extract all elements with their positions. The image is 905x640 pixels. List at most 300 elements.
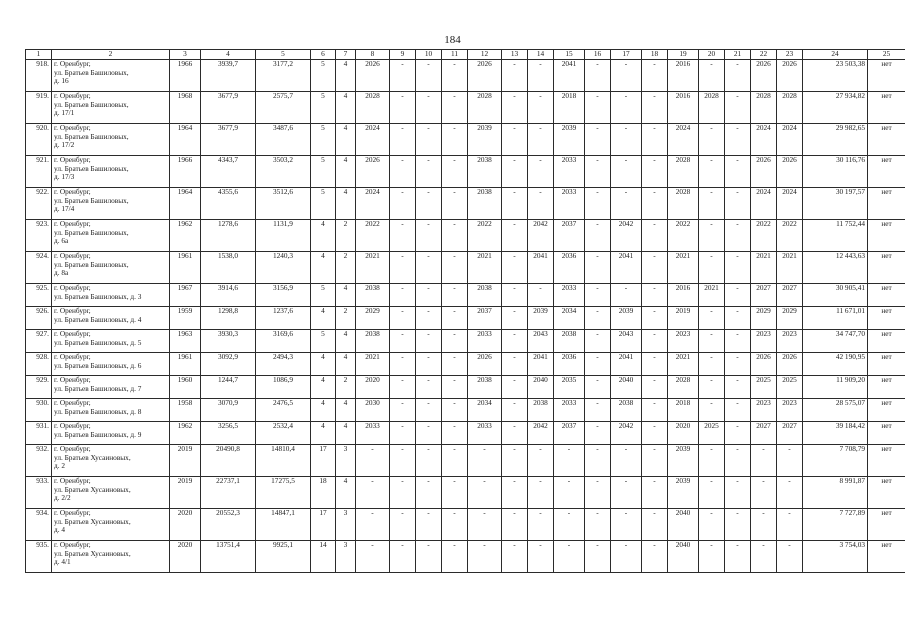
cell-col-23: 2027: [777, 422, 803, 445]
address-line: д. 17/2: [54, 140, 75, 150]
cell-col-7: 4: [336, 353, 356, 376]
cell-col-19: 2016: [668, 92, 699, 124]
cell-col-15: 2041: [554, 60, 585, 92]
cell-col-20: 2021: [699, 284, 725, 307]
cell-col-6: 4: [311, 353, 336, 376]
cell-col-15: 2036: [554, 252, 585, 284]
address-line: д. 4: [54, 525, 66, 535]
address-line: г. Оренбург,: [54, 540, 91, 549]
cell-col-9: -: [390, 541, 416, 573]
cell-col-8: 2028: [356, 92, 390, 124]
cell-col-4: 20552,3: [201, 509, 256, 541]
cell-col-20: -: [699, 477, 725, 509]
address-cell: [52, 124, 170, 156]
cell-col-23: 2029: [777, 307, 803, 330]
cell-col-18: -: [642, 284, 668, 307]
cell-col-17: -: [611, 284, 642, 307]
cell-col-5: 14847,1: [256, 509, 311, 541]
row-number: 927.: [26, 330, 52, 353]
cell-col-24: 42 190,95: [803, 353, 868, 376]
cell-col-12: 2028: [468, 92, 502, 124]
cell-col-12: 2038: [468, 376, 502, 399]
cell-col-7: 4: [336, 156, 356, 188]
cell-col-24: 34 747,70: [803, 330, 868, 353]
cell-col-9: -: [390, 477, 416, 509]
cell-col-14: -: [528, 60, 554, 92]
column-header: 17: [611, 50, 642, 60]
address-line: ул. Братьев Башиловых,: [54, 259, 129, 269]
cell-col-16: -: [585, 353, 611, 376]
cell-col-13: -: [502, 376, 528, 399]
row-number: 930.: [26, 399, 52, 422]
cell-col-7: 4: [336, 330, 356, 353]
cell-col-22: 2026: [751, 353, 777, 376]
cell-col-17: -: [611, 60, 642, 92]
cell-col-13: -: [502, 330, 528, 353]
table-row: [26, 330, 905, 353]
address-line: г. Оренбург,: [54, 283, 91, 292]
cell-col-5: 1086,9: [256, 376, 311, 399]
cell-col-20: -: [699, 445, 725, 477]
cell-col-3: 1960: [170, 376, 201, 399]
cell-col-24: 11 752,44: [803, 220, 868, 252]
address-line: г. Оренбург,: [54, 306, 91, 315]
cell-col-14: 2038: [528, 399, 554, 422]
cell-col-21: -: [725, 509, 751, 541]
cell-col-8: 2038: [356, 284, 390, 307]
cell-col-19: 2018: [668, 399, 699, 422]
cell-col-20: -: [699, 376, 725, 399]
cell-col-5: 3156,9: [256, 284, 311, 307]
table-row: [26, 422, 905, 445]
cell-col-12: 2039: [468, 124, 502, 156]
column-header: 9: [390, 50, 416, 60]
column-header: 19: [668, 50, 699, 60]
cell-col-14: -: [528, 188, 554, 220]
cell-col-11: -: [442, 124, 468, 156]
cell-col-17: 2042: [611, 220, 642, 252]
cell-col-3: 2020: [170, 509, 201, 541]
cell-col-6: 5: [311, 124, 336, 156]
cell-col-21: -: [725, 92, 751, 124]
cell-col-8: -: [356, 509, 390, 541]
address-cell: [52, 92, 170, 124]
table-row: [26, 353, 905, 376]
cell-col-8: 2020: [356, 376, 390, 399]
cell-col-8: -: [356, 541, 390, 573]
cell-col-19: 2028: [668, 376, 699, 399]
cell-col-21: -: [725, 445, 751, 477]
cell-col-7: 3: [336, 509, 356, 541]
cell-col-18: -: [642, 353, 668, 376]
cell-col-6: 4: [311, 252, 336, 284]
cell-col-25: нет: [868, 124, 905, 156]
table-row: [26, 307, 905, 330]
address-cell: [52, 330, 170, 353]
cell-col-18: -: [642, 509, 668, 541]
cell-col-9: -: [390, 156, 416, 188]
cell-col-17: 2039: [611, 307, 642, 330]
address-line: ул. Братьев Хусаиновых,: [54, 516, 131, 526]
cell-col-5: 14810,4: [256, 445, 311, 477]
cell-col-3: 1966: [170, 156, 201, 188]
cell-col-4: 22737,1: [201, 477, 256, 509]
cell-col-4: 13751,4: [201, 541, 256, 573]
cell-col-19: 2024: [668, 124, 699, 156]
column-header: 15: [554, 50, 585, 60]
row-number: 925.: [26, 284, 52, 307]
cell-col-11: -: [442, 252, 468, 284]
cell-col-9: -: [390, 188, 416, 220]
cell-col-12: -: [468, 541, 502, 573]
cell-col-16: -: [585, 220, 611, 252]
cell-col-17: 2041: [611, 353, 642, 376]
cell-col-20: 2028: [699, 92, 725, 124]
address-cell: [52, 399, 170, 422]
cell-col-11: -: [442, 399, 468, 422]
cell-col-9: -: [390, 422, 416, 445]
cell-col-15: 2018: [554, 92, 585, 124]
cell-col-20: -: [699, 509, 725, 541]
cell-col-14: 2039: [528, 307, 554, 330]
address-cell: [52, 284, 170, 307]
cell-col-8: 2021: [356, 252, 390, 284]
cell-col-22: 2027: [751, 422, 777, 445]
cell-col-9: -: [390, 60, 416, 92]
address-cell: [52, 252, 170, 284]
cell-col-19: 2021: [668, 353, 699, 376]
cell-col-25: нет: [868, 307, 905, 330]
table-row: [26, 376, 905, 399]
address-line: д. 4/1: [54, 557, 71, 567]
cell-col-24: 7 708,79: [803, 445, 868, 477]
cell-col-16: -: [585, 124, 611, 156]
row-number: 933.: [26, 477, 52, 509]
address-line: г. Оренбург,: [54, 187, 91, 196]
cell-col-9: -: [390, 509, 416, 541]
cell-col-24: 27 934,82: [803, 92, 868, 124]
cell-col-16: -: [585, 92, 611, 124]
cell-col-25: нет: [868, 252, 905, 284]
cell-col-6: 4: [311, 399, 336, 422]
cell-col-18: -: [642, 307, 668, 330]
cell-col-14: 2043: [528, 330, 554, 353]
cell-col-16: -: [585, 284, 611, 307]
cell-col-4: 3256,5: [201, 422, 256, 445]
cell-col-23: 2026: [777, 60, 803, 92]
address-cell: [52, 422, 170, 445]
cell-col-13: -: [502, 445, 528, 477]
cell-col-19: 2039: [668, 477, 699, 509]
cell-col-20: -: [699, 330, 725, 353]
cell-col-21: -: [725, 307, 751, 330]
cell-col-5: 1131,9: [256, 220, 311, 252]
column-header: 12: [468, 50, 502, 60]
cell-col-14: -: [528, 124, 554, 156]
row-number: 919.: [26, 92, 52, 124]
cell-col-18: -: [642, 252, 668, 284]
cell-col-18: -: [642, 399, 668, 422]
cell-col-16: -: [585, 156, 611, 188]
address-line: г. Оренбург,: [54, 59, 91, 68]
address-cell: [52, 188, 170, 220]
cell-col-22: 2023: [751, 330, 777, 353]
cell-col-6: 5: [311, 330, 336, 353]
cell-col-7: 2: [336, 252, 356, 284]
cell-col-8: 2026: [356, 156, 390, 188]
cell-col-4: 3092,9: [201, 353, 256, 376]
address-line: д. 17/3: [54, 172, 75, 182]
table-row: [26, 124, 905, 156]
cell-col-4: 1278,6: [201, 220, 256, 252]
building-registry-table: [25, 49, 905, 573]
cell-col-12: 2034: [468, 399, 502, 422]
cell-col-21: -: [725, 422, 751, 445]
cell-col-22: 2024: [751, 188, 777, 220]
cell-col-19: 2039: [668, 445, 699, 477]
table-row: [26, 156, 905, 188]
cell-col-25: нет: [868, 188, 905, 220]
cell-col-7: 4: [336, 188, 356, 220]
cell-col-4: 3677,9: [201, 124, 256, 156]
address-line: д. 16: [54, 76, 69, 86]
cell-col-6: 5: [311, 188, 336, 220]
cell-col-5: 3512,6: [256, 188, 311, 220]
cell-col-16: -: [585, 376, 611, 399]
cell-col-12: -: [468, 509, 502, 541]
column-header: 5: [256, 50, 311, 60]
cell-col-20: -: [699, 307, 725, 330]
cell-col-12: 2033: [468, 422, 502, 445]
cell-col-9: -: [390, 252, 416, 284]
cell-col-7: 2: [336, 307, 356, 330]
cell-col-20: -: [699, 541, 725, 573]
cell-col-19: 2028: [668, 156, 699, 188]
cell-col-16: -: [585, 399, 611, 422]
address-line: г. Оренбург,: [54, 329, 91, 338]
cell-col-4: 1298,8: [201, 307, 256, 330]
cell-col-11: -: [442, 220, 468, 252]
row-number: 929.: [26, 376, 52, 399]
cell-col-10: -: [416, 330, 442, 353]
cell-col-17: 2040: [611, 376, 642, 399]
cell-col-7: 4: [336, 284, 356, 307]
cell-col-20: -: [699, 399, 725, 422]
cell-col-7: 3: [336, 541, 356, 573]
cell-col-10: -: [416, 307, 442, 330]
cell-col-15: 2033: [554, 188, 585, 220]
cell-col-15: 2033: [554, 284, 585, 307]
cell-col-22: -: [751, 445, 777, 477]
cell-col-16: -: [585, 445, 611, 477]
address-line: д. 8а: [54, 268, 69, 278]
cell-col-19: 2019: [668, 307, 699, 330]
cell-col-4: 3914,6: [201, 284, 256, 307]
cell-col-10: -: [416, 284, 442, 307]
cell-col-16: -: [585, 541, 611, 573]
cell-col-6: 4: [311, 422, 336, 445]
cell-col-3: 2019: [170, 445, 201, 477]
cell-col-16: -: [585, 188, 611, 220]
cell-col-11: -: [442, 330, 468, 353]
cell-col-17: 2041: [611, 252, 642, 284]
cell-col-20: -: [699, 188, 725, 220]
cell-col-12: 2026: [468, 60, 502, 92]
address-line: ул. Братьев Башиловых,: [54, 227, 129, 237]
table-row: [26, 477, 905, 509]
cell-col-10: -: [416, 509, 442, 541]
cell-col-20: -: [699, 156, 725, 188]
cell-col-9: -: [390, 307, 416, 330]
cell-col-18: -: [642, 156, 668, 188]
column-header: 21: [725, 50, 751, 60]
table-row: [26, 188, 905, 220]
cell-col-3: 1961: [170, 353, 201, 376]
cell-col-4: 3939,7: [201, 60, 256, 92]
cell-col-6: 5: [311, 156, 336, 188]
cell-col-25: нет: [868, 92, 905, 124]
column-header: 23: [777, 50, 803, 60]
cell-col-4: 1538,0: [201, 252, 256, 284]
cell-col-13: -: [502, 124, 528, 156]
cell-col-10: -: [416, 124, 442, 156]
cell-col-3: 1963: [170, 330, 201, 353]
cell-col-9: -: [390, 376, 416, 399]
cell-col-6: 4: [311, 220, 336, 252]
cell-col-19: 2040: [668, 509, 699, 541]
cell-col-21: -: [725, 477, 751, 509]
cell-col-25: нет: [868, 60, 905, 92]
cell-col-20: -: [699, 353, 725, 376]
cell-col-15: 2033: [554, 399, 585, 422]
cell-col-8: 2038: [356, 330, 390, 353]
cell-col-5: 1240,3: [256, 252, 311, 284]
cell-col-10: -: [416, 422, 442, 445]
address-line: д. 6а: [54, 236, 69, 246]
column-number-header: [26, 50, 905, 60]
cell-col-24: 28 575,07: [803, 399, 868, 422]
cell-col-19: 2016: [668, 60, 699, 92]
table-row: [26, 92, 905, 124]
cell-col-14: -: [528, 445, 554, 477]
cell-col-15: 2036: [554, 353, 585, 376]
cell-col-25: нет: [868, 477, 905, 509]
cell-col-8: 2033: [356, 422, 390, 445]
cell-col-14: -: [528, 477, 554, 509]
cell-col-22: 2023: [751, 399, 777, 422]
table-body: [26, 60, 905, 573]
table-row: [26, 509, 905, 541]
cell-col-10: -: [416, 156, 442, 188]
cell-col-8: 2021: [356, 353, 390, 376]
cell-col-9: -: [390, 399, 416, 422]
cell-col-11: -: [442, 156, 468, 188]
row-number: 932.: [26, 445, 52, 477]
cell-col-5: 2575,7: [256, 92, 311, 124]
cell-col-25: нет: [868, 399, 905, 422]
cell-col-21: -: [725, 353, 751, 376]
table-row: [26, 541, 905, 573]
cell-col-14: 2040: [528, 376, 554, 399]
address-cell: [52, 60, 170, 92]
address-line: ул. Братьев Башиловых, д. 7: [54, 383, 142, 393]
cell-col-11: -: [442, 353, 468, 376]
cell-col-5: 9925,1: [256, 541, 311, 573]
cell-col-15: 2037: [554, 422, 585, 445]
cell-col-18: -: [642, 376, 668, 399]
cell-col-15: -: [554, 477, 585, 509]
address-line: г. Оренбург,: [54, 476, 91, 485]
cell-col-17: 2042: [611, 422, 642, 445]
cell-col-20: -: [699, 252, 725, 284]
cell-col-18: -: [642, 60, 668, 92]
address-line: ул. Братьев Башиловых,: [54, 67, 129, 77]
cell-col-4: 4343,7: [201, 156, 256, 188]
address-line: г. Оренбург,: [54, 375, 91, 384]
address-line: ул. Братьев Хусаиновых,: [54, 484, 131, 494]
cell-col-21: -: [725, 376, 751, 399]
cell-col-21: -: [725, 284, 751, 307]
cell-col-24: 30 116,76: [803, 156, 868, 188]
table-row: [26, 60, 905, 92]
cell-col-14: 2042: [528, 422, 554, 445]
cell-col-22: 2026: [751, 156, 777, 188]
cell-col-13: -: [502, 60, 528, 92]
row-number: 923.: [26, 220, 52, 252]
cell-col-3: 1961: [170, 252, 201, 284]
cell-col-15: 2033: [554, 156, 585, 188]
cell-col-25: нет: [868, 330, 905, 353]
cell-col-3: 1959: [170, 307, 201, 330]
cell-col-18: -: [642, 92, 668, 124]
cell-col-4: 3930,3: [201, 330, 256, 353]
cell-col-22: -: [751, 541, 777, 573]
cell-col-14: 2041: [528, 353, 554, 376]
cell-col-15: 2035: [554, 376, 585, 399]
cell-col-10: -: [416, 541, 442, 573]
address-line: ул. Братьев Башиловых, д. 5: [54, 337, 142, 347]
address-line: ул. Братьев Хусаиновых,: [54, 548, 131, 558]
column-header: 6: [311, 50, 336, 60]
cell-col-15: 2038: [554, 330, 585, 353]
cell-col-12: -: [468, 477, 502, 509]
cell-col-19: 2016: [668, 284, 699, 307]
cell-col-13: -: [502, 422, 528, 445]
cell-col-18: -: [642, 220, 668, 252]
cell-col-8: -: [356, 477, 390, 509]
cell-col-11: -: [442, 509, 468, 541]
row-number: 928.: [26, 353, 52, 376]
cell-col-22: 2027: [751, 284, 777, 307]
cell-col-12: 2038: [468, 284, 502, 307]
cell-col-6: 4: [311, 307, 336, 330]
cell-col-8: 2024: [356, 188, 390, 220]
column-header: 3: [170, 50, 201, 60]
cell-col-25: нет: [868, 156, 905, 188]
cell-col-8: 2029: [356, 307, 390, 330]
cell-col-22: 2024: [751, 124, 777, 156]
cell-col-10: -: [416, 445, 442, 477]
address-cell: [52, 445, 170, 477]
address-cell: [52, 156, 170, 188]
cell-col-20: -: [699, 124, 725, 156]
cell-col-3: 1967: [170, 284, 201, 307]
cell-col-13: -: [502, 399, 528, 422]
address-line: ул. Братьев Башиловых, д. 8: [54, 406, 142, 416]
cell-col-15: 2037: [554, 220, 585, 252]
cell-col-8: -: [356, 445, 390, 477]
address-line: г. Оренбург,: [54, 398, 91, 407]
